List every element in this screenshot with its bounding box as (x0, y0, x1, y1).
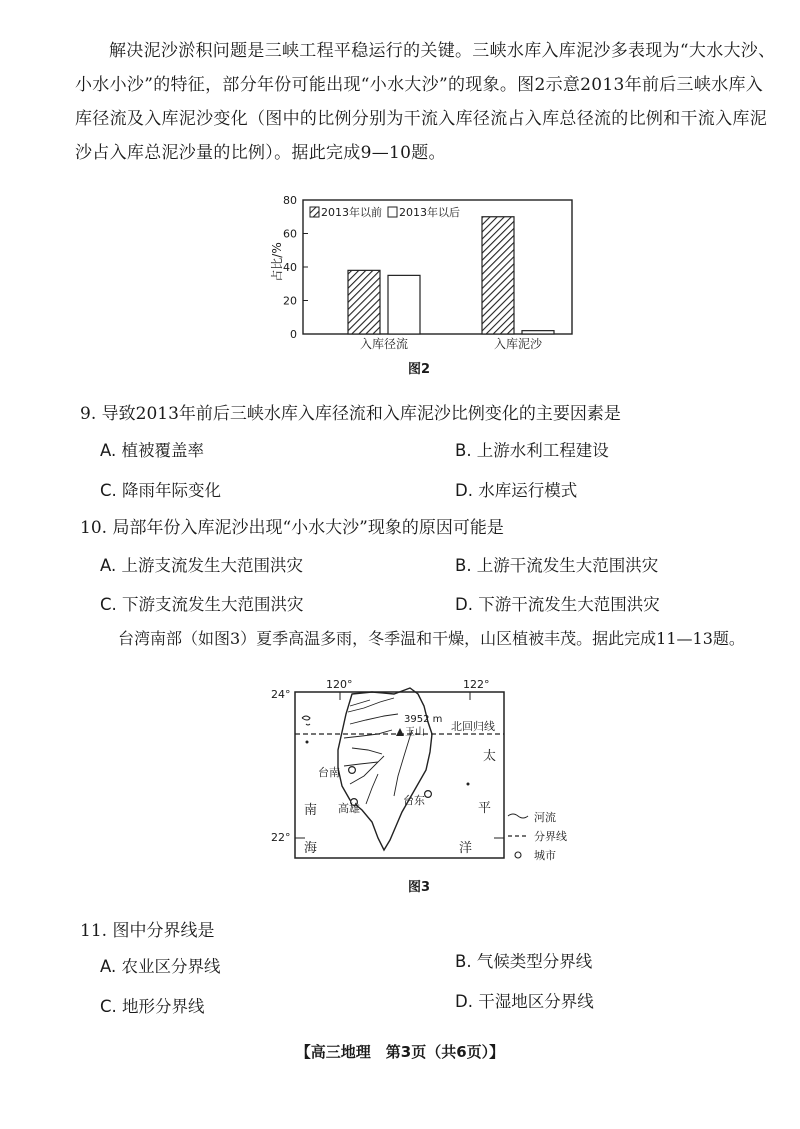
boundary-legend-label: 分界线 (534, 830, 567, 843)
figure-3-map (0, 672, 800, 872)
x-category-label: 入库泥沙 (493, 337, 543, 351)
question-9-option-a[interactable]: A. 植被覆盖率 (100, 441, 204, 460)
y-tick-label: 60 (283, 227, 297, 241)
chart-plot-frame (303, 200, 572, 334)
intro-paragraph: 解决泥沙淤积问题是三峡工程平稳运行的关键。三峡水库入库泥沙多表现为“大水大沙、小水小沙”的特征，部分年份可能出现“小水大沙”的现象。图2示意2013年前后三峡水库入库径流及入库泥沙变化（图中的比例分别为干流入库径流占入库总径流的比例和干流入库泥沙占入库总泥沙量的比例）。据此完成9—10题。 (75, 41, 776, 163)
bar-before-1 (482, 217, 514, 334)
lon-label-120: 120° (326, 678, 353, 691)
ocean-label-tai: 太 (483, 749, 497, 764)
lon-label-122: 122° (463, 678, 490, 691)
y-tick-label: 80 (283, 194, 297, 207)
question-11-stem: 11. 图中分界线是 (80, 921, 215, 941)
peak-elevation: 3952 m (404, 714, 443, 725)
question-9-option-d[interactable]: D. 水库运行模式 (455, 481, 578, 500)
map-legend (508, 810, 567, 862)
question-9-stem: 9. 导致2013年前后三峡水库入库径流和入库泥沙比例变化的主要因素是 (80, 404, 621, 424)
x-category-label: 入库径流 (359, 337, 409, 351)
taitung-label: 台东 (403, 794, 425, 807)
chart-bars (348, 217, 554, 334)
river-legend-label: 河流 (534, 811, 556, 824)
question-10-option-d[interactable]: D. 下游干流发生大范围洪灾 (455, 595, 660, 614)
question-11-option-a[interactable]: A. 农业区分界线 (100, 957, 221, 976)
figure-2-caption: 图2 (408, 362, 431, 377)
figure-3-caption: 图3 (408, 880, 431, 895)
penghu-islands (302, 716, 310, 725)
question-9-option-b[interactable]: B. 上游水利工程建设 (455, 441, 609, 460)
legend-swatch-before (310, 207, 319, 217)
rivers (344, 698, 412, 804)
tainan-label: 台南 (318, 766, 340, 779)
taitung-city-icon (425, 791, 432, 798)
question-11-option-c[interactable]: C. 地形分界线 (100, 997, 205, 1016)
city-legend-label: 城市 (534, 849, 556, 862)
yushan-peak-icon (396, 728, 404, 736)
peak-name: 玉山 (405, 727, 425, 738)
tainan-city-icon (349, 767, 356, 774)
bar-after-1 (522, 331, 554, 334)
chart-legend (310, 205, 460, 219)
question-11-option-d[interactable]: D. 干湿地区分界线 (455, 992, 594, 1011)
intro-paragraph-2: 台湾南部（如图3）夏季高温多雨，冬季温和干燥，山区植被丰茂。据此完成11—13题。 (118, 629, 745, 648)
lat-label-24: 24° (271, 688, 291, 701)
question-11-option-b[interactable]: B. 气候类型分界线 (455, 952, 593, 971)
sea-label-nan: 南 (304, 803, 318, 818)
tropic-label: 北回归线 (451, 720, 495, 733)
question-10-option-a[interactable]: A. 上游支流发生大范围洪灾 (100, 556, 303, 575)
city-legend-icon (515, 852, 521, 858)
lat-label-22: 22° (271, 831, 291, 844)
legend-swatch-after (388, 207, 397, 217)
question-9-option-c[interactable]: C. 降雨年际变化 (100, 481, 222, 500)
river-legend-icon (508, 814, 528, 818)
figure-2-chart (0, 190, 800, 370)
bar-after-0 (388, 275, 420, 334)
legend-label-after: 2013年以后 (399, 206, 460, 219)
question-10-option-b[interactable]: B. 上游干流发生大范围洪灾 (455, 556, 659, 575)
sea-label-hai: 海 (304, 841, 318, 856)
question-10-stem: 10. 局部年份入库泥沙出现“小水大沙”现象的原因可能是 (80, 518, 504, 538)
y-tick-label: 20 (283, 294, 297, 308)
y-tick-label: 0 (290, 328, 297, 341)
page-footer: 【高三地理 第3页（共6页）】 (295, 1043, 505, 1061)
chart-y-axis-label: 占比/% (270, 242, 284, 282)
question-10-option-c[interactable]: C. 下游支流发生大范围洪灾 (100, 595, 304, 614)
bar-before-0 (348, 270, 380, 334)
kaohsiung-label: 高雄 (338, 802, 360, 815)
y-tick-label: 40 (283, 261, 297, 274)
legend-label-before: 2013年以前 (321, 206, 382, 219)
ocean-label-ping: 平 (478, 801, 492, 816)
ocean-label-yang: 洋 (459, 841, 473, 856)
